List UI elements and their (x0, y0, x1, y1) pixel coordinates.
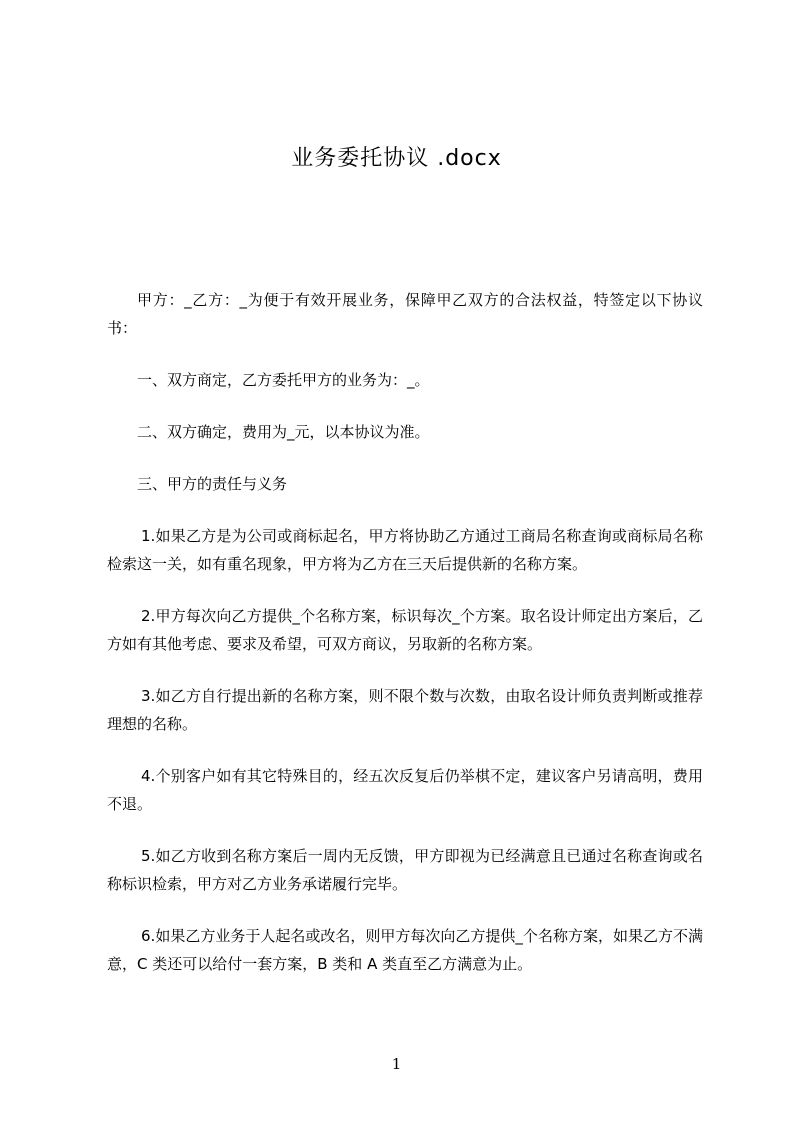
paragraph-item-6: 6.如果乙方业务于人起名或改名，则甲方每次向乙方提供_个名称方案，如果乙方不满意，C 类还可以给付一套方案，B 类和 A 类直至乙方满意为止。 (107, 927, 703, 973)
document-body (107, 286, 703, 1002)
paragraph-item-2: 2.甲方每次向乙方提供_个名称方案，标识每次_个方案。取名设计师定出方案后，乙方如有其他考虑、要求及希望，可双方商议，另取新的名称方案。 (107, 607, 703, 653)
paragraph-item-4: 4.个别客户如有其它特殊目的，经五次反复后仍举棋不定，建议客户另请高明，费用不退。 (107, 767, 703, 813)
paragraph-item-5: 5.如乙方收到名称方案后一周内无反馈，甲方即视为已经满意且已通过名称查询或名称标识检索，甲方对乙方业务承诺履行完毕。 (107, 847, 703, 893)
paragraph-item-1: 1.如果乙方是为公司或商标起名，甲方将协助乙方通过工商局名称查询或商标局名称检索这一关，如有重名现象，甲方将为乙方在三天后提供新的名称方案。 (107, 527, 703, 573)
document-title: 业务委托协议 .docx (291, 146, 502, 171)
paragraph-clause-3-heading: 三、甲方的责任与义务 (137, 475, 288, 493)
paragraph-clause-2: 二、双方确定，费用为_元，以本协议为准。 (137, 423, 430, 441)
page-number: 1 (391, 1055, 402, 1073)
paragraph-intro: 甲方：_乙方：_为便于有效开展业务，保障甲乙双方的合法权益，特签定以下协议书： (107, 291, 703, 337)
paragraph-item-3: 3.如乙方自行提出新的名称方案，则不限个数与次数，由取名设计师负责判断或推荐理想的名称。 (107, 687, 703, 733)
paragraph-clause-1: 一、双方商定，乙方委托甲方的业务为：_。 (137, 371, 430, 389)
